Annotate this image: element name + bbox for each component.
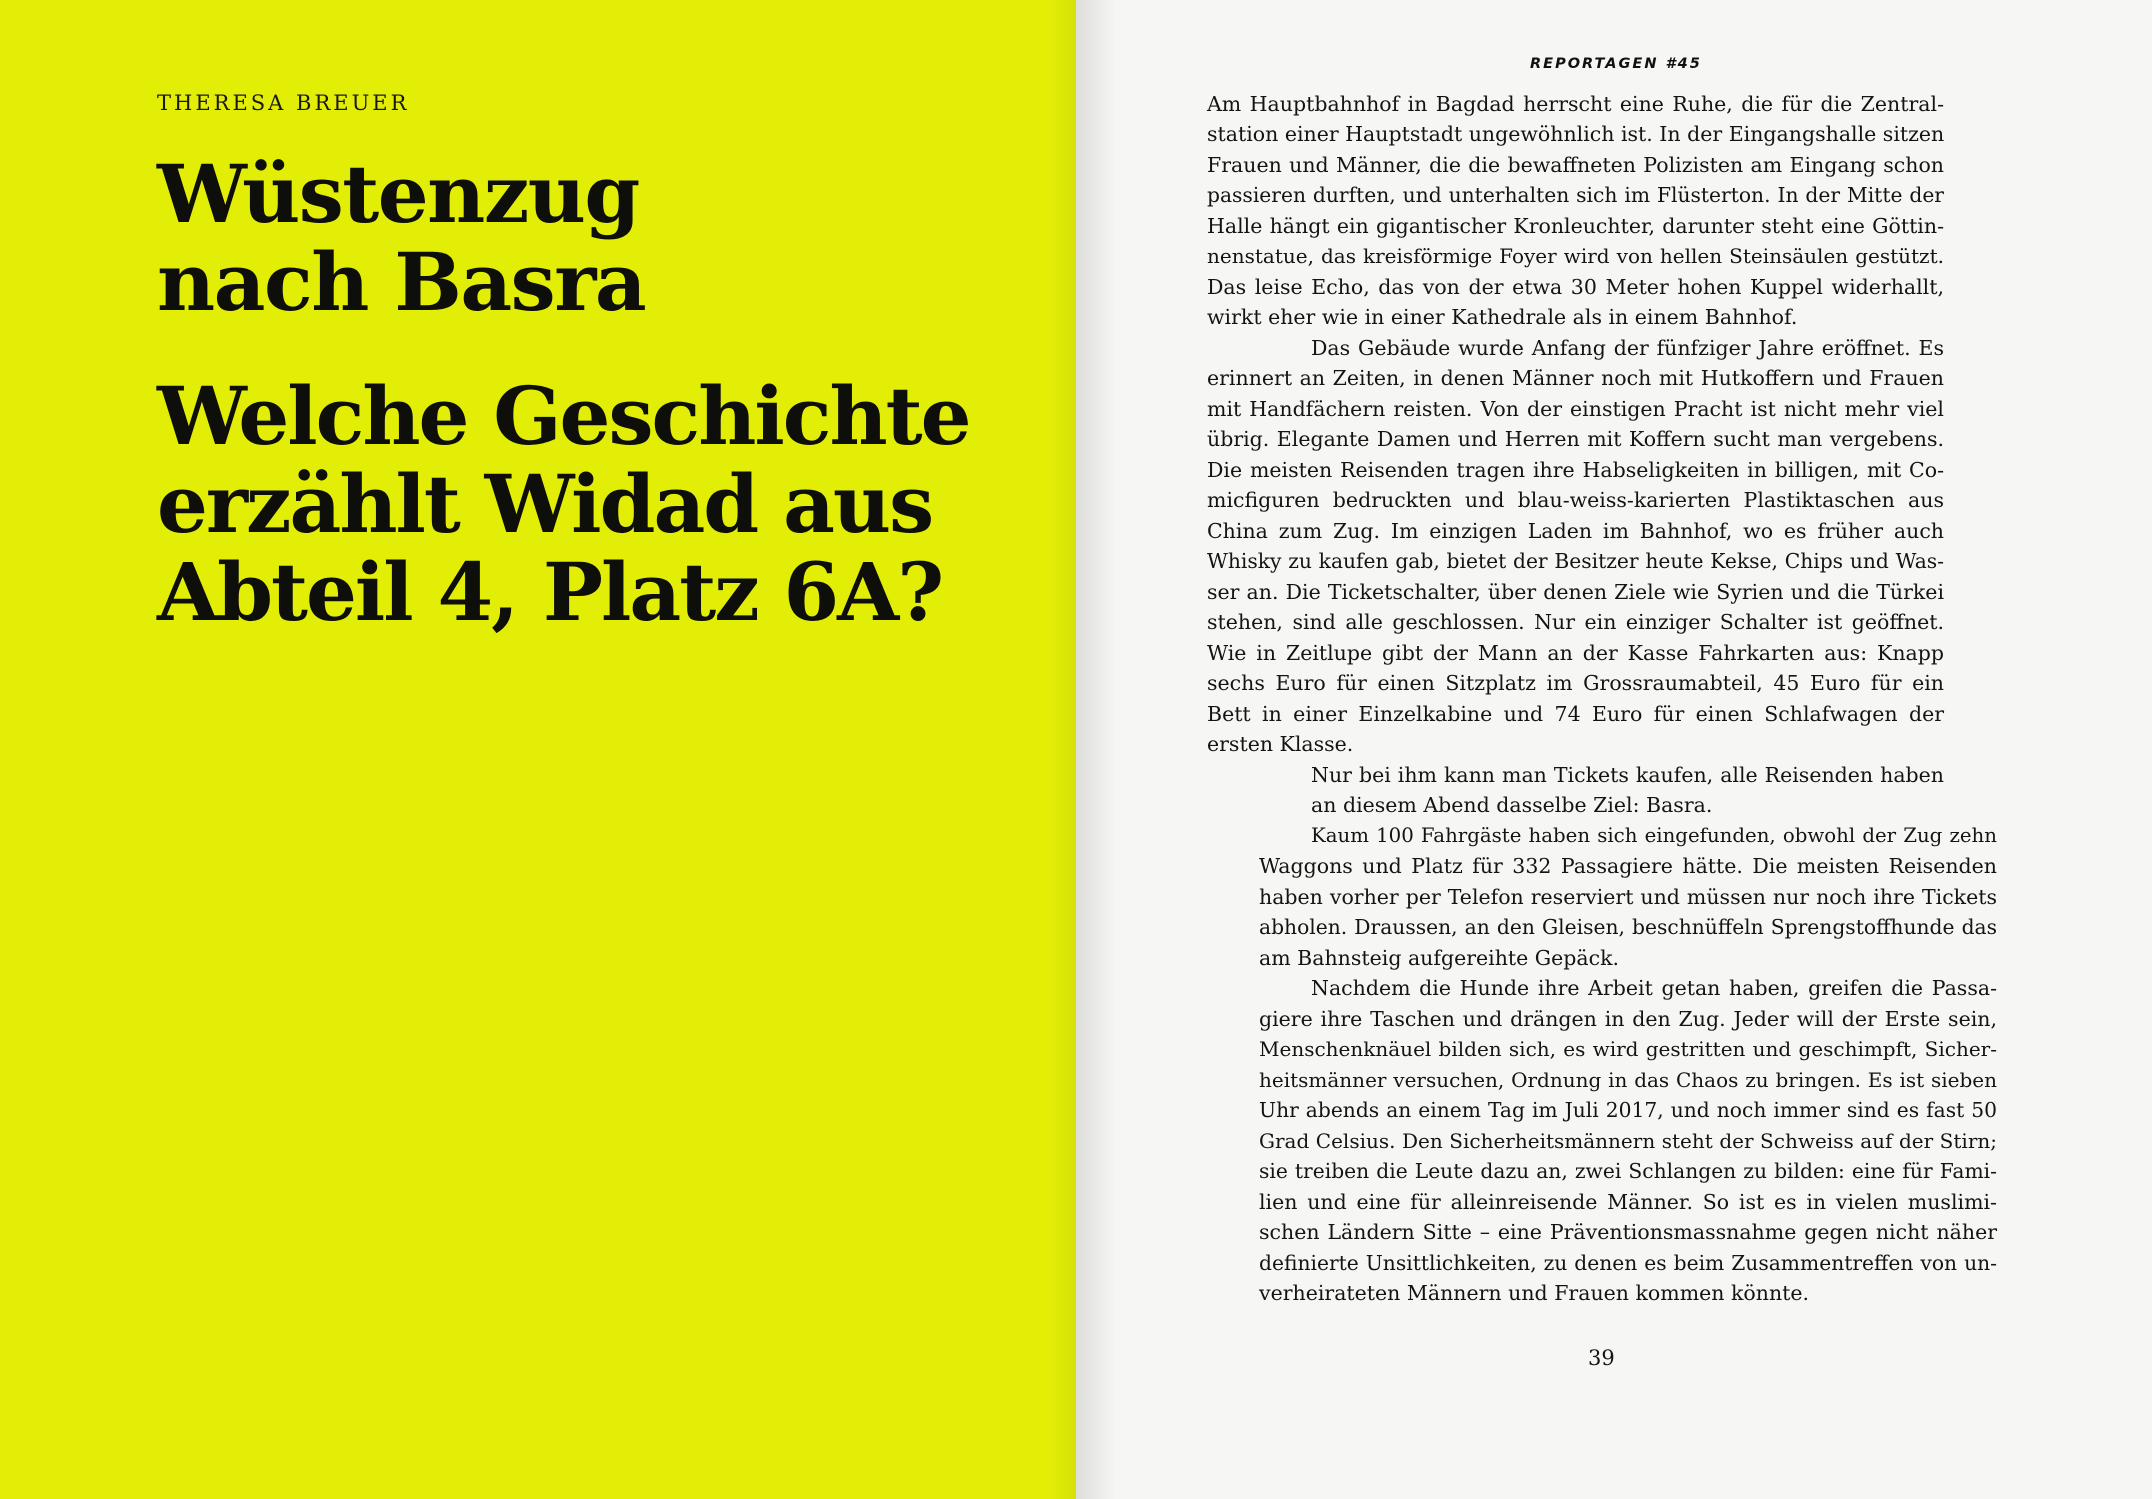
body-line: an diesem Abend dasselbe Ziel: Basra. bbox=[1311, 793, 1713, 817]
author-name: THERESA BREUER bbox=[157, 91, 410, 115]
body-line: erinnert an Zeiten, in denen Männer noch mit Hutkoffern und Frauen bbox=[1207, 366, 1944, 390]
body-line: Das leise Echo, das von der etwa 30 Meter hohen Kuppel widerhallt, bbox=[1207, 275, 1944, 299]
body-line: Die meisten Reisenden tragen ihre Habseligkeiten in billigen, mit Co- bbox=[1207, 458, 1944, 482]
body-line: sie treiben die Leute dazu an, zwei Schlangen zu bilden: eine für Fami- bbox=[1259, 1159, 1997, 1183]
body-line: Am Hauptbahnhof in Bagdad herrscht eine Ruhe, die für die Zentral- bbox=[1207, 92, 1944, 116]
body-line: übrig. Elegante Damen und Herren mit Koffern sucht man vergebens. bbox=[1207, 427, 1944, 451]
body-line: Bett in einer Einzelkabine und 74 Euro für einen Schlafwagen der bbox=[1207, 702, 1944, 726]
body-line: Frauen und Männer, die die bewaffneten Polizisten am Eingang schon bbox=[1207, 153, 1944, 177]
body-line: giere ihre Taschen und drängen in den Zug. Jeder will der Erste sein, bbox=[1259, 1007, 1997, 1031]
title-line: nach Basra bbox=[157, 235, 646, 329]
body-line: mit Handfächern reisten. Von der einstigen Pracht ist nicht mehr viel bbox=[1207, 397, 1944, 421]
body-line: haben vorher per Telefon reserviert und müssen nur noch ihre Tickets bbox=[1259, 885, 1997, 909]
body-line: China zum Zug. Im einzigen Laden im Bahnhof, wo es früher auch bbox=[1207, 519, 1944, 543]
body-line: sechs Euro für einen Sitzplatz im Grossraumabteil, 45 Euro für ein bbox=[1207, 671, 1944, 695]
body-line: Wie in Zeitlupe gibt der Mann an der Kasse Fahrkarten aus: Knapp bbox=[1207, 641, 1944, 665]
body-line: Waggons und Platz für 332 Passagiere hätte. Die meisten Reisenden bbox=[1259, 854, 1997, 878]
body-line: stehen, sind alle geschlossen. Nur ein einziger Schalter ist geöffnet. bbox=[1207, 610, 1944, 634]
body-line: Das Gebäude wurde Anfang der fünfziger Jahre eröffnet. Es bbox=[1311, 336, 1944, 360]
subtitle-line: Abteil 4, Platz 6A? bbox=[157, 545, 943, 639]
body-line: Nur bei ihm kann man Tickets kaufen, alle Reisenden haben bbox=[1311, 763, 1944, 787]
body-line: verheirateten Männern und Frauen kommen könnte. bbox=[1259, 1281, 1810, 1305]
subtitle-line: erzählt Widad aus bbox=[157, 457, 933, 551]
body-line: definierte Unsittlichkeiten, zu denen es beim Zusammentreffen von un- bbox=[1259, 1251, 1997, 1275]
body-line: station einer Hauptstadt ungewöhnlich ist. In der Eingangshalle sitzen bbox=[1207, 122, 1945, 146]
subtitle-line: Welche Geschichte bbox=[157, 369, 970, 463]
running-head: REPORTAGEN #45 bbox=[1530, 56, 1702, 72]
body-line: Grad Celsius. Den Sicherheitsmännern steht der Schweiss auf der Stirn; bbox=[1259, 1129, 1997, 1153]
body-line: schen Ländern Sitte – eine Präventionsmassnahme gegen nicht näher bbox=[1259, 1220, 1997, 1244]
body-line: Menschenknäuel bilden sich, es wird gestritten und geschimpft, Sicher- bbox=[1259, 1037, 1997, 1061]
body-line: Kaum 100 Fahrgäste haben sich eingefunden, obwohl der Zug zehn bbox=[1311, 824, 1997, 847]
body-line: lien und eine für alleinreisende Männer. So ist es in vielen muslimi- bbox=[1259, 1190, 1997, 1214]
title-line: Wüstenzug bbox=[157, 147, 639, 241]
body-line: ersten Klasse. bbox=[1207, 732, 1354, 756]
body-line: ser an. Die Ticketschalter, über denen Ziele wie Syrien und die Türkei bbox=[1207, 580, 1944, 604]
body-line: Uhr abends an einem Tag im Juli 2017, und noch immer sind es fast 50 bbox=[1259, 1098, 1997, 1122]
body-line: Halle hängt ein gigantischer Kronleuchter, darunter steht eine Göttin- bbox=[1207, 214, 1944, 238]
body-line: micfiguren bedruckten und blau-weiss-karierten Plastiktaschen aus bbox=[1207, 488, 1944, 512]
body-line: passieren durften, und unterhalten sich im Flüsterton. In der Mitte der bbox=[1207, 183, 1944, 207]
body-line: abholen. Draussen, an den Gleisen, beschnüffeln Sprengstoffhunde das bbox=[1259, 915, 1997, 939]
body-line: Nachdem die Hunde ihre Arbeit getan haben, greifen die Passa- bbox=[1311, 976, 1997, 1000]
body-line: wirkt eher wie in einer Kathedrale als in einem Bahnhof. bbox=[1207, 305, 1798, 329]
page-number: 39 bbox=[1588, 1346, 1615, 1370]
body-line: heitsmänner versuchen, Ordnung in das Chaos zu bringen. Es ist sieben bbox=[1259, 1068, 1997, 1092]
body-line: Whisky zu kaufen gab, bietet der Besitzer heute Kekse, Chips und Was- bbox=[1207, 549, 1944, 573]
body-line: nenstatue, das kreisförmige Foyer wird von hellen Steinsäulen gestützt. bbox=[1207, 244, 1944, 268]
body-line: am Bahnsteig aufgereihte Gepäck. bbox=[1259, 946, 1620, 970]
